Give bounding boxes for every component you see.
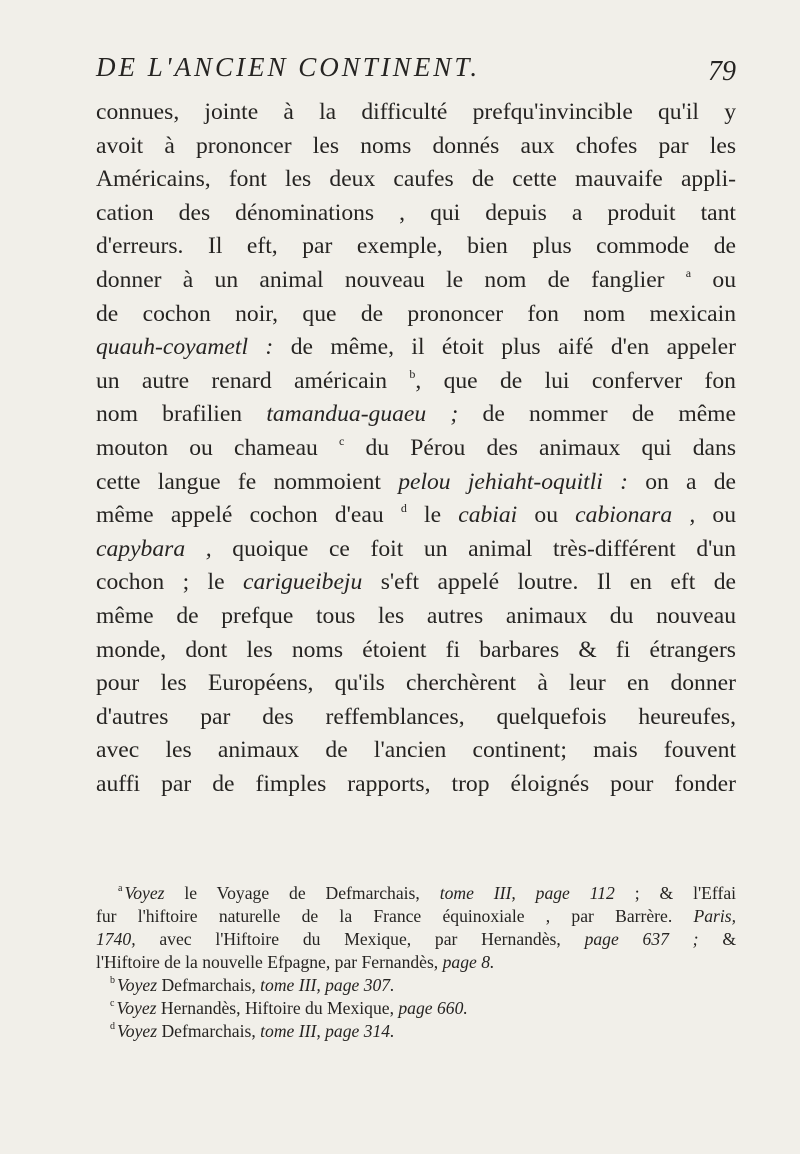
footnote-reference: b (409, 366, 416, 381)
footnote (96, 974, 736, 997)
text-run: avec les animaux de l'ancien continent; mais fouvent (96, 737, 736, 764)
running-head: DE L'ANCIEN CONTINENT. (96, 52, 481, 82)
text-run: Américains, font les deux caufes de cette mauvaife appli- (96, 166, 736, 193)
text-run: le Voyage de Defmarchais, (164, 883, 440, 903)
text-run: du Pérou des animaux qui dans (344, 434, 736, 461)
text-run: avec l'Hiftoire du Mexique, par Hernandès, (135, 929, 585, 949)
italic-text: page 660. (398, 998, 468, 1018)
text-run: mouton ou chameau (96, 434, 339, 461)
text-run: de cochon noir, que de prononcer fon nom mexicain (96, 300, 736, 327)
text-run: même de prefque tous les autres animaux du nouveau (96, 602, 736, 629)
footnote-mark: c (110, 998, 115, 1009)
text-run: avoit à prononcer les noms donnés aux chofes par les (96, 132, 736, 159)
text-run: de nommer de même (458, 401, 736, 428)
text-line (96, 634, 736, 668)
text-run: Defmarchais, (157, 1021, 261, 1041)
text-line (96, 600, 736, 634)
footnote-reference: d (400, 501, 407, 516)
italic-text: 1740, (96, 929, 136, 949)
text-line (96, 264, 736, 298)
text-run: monde, dont les noms étoient fi barbares & fi étrangers (96, 636, 736, 663)
text-run: donner à un animal nouveau le nom de fanglier (96, 266, 686, 293)
italic-text: cabionara , (575, 502, 696, 529)
italic-text: page 8. (442, 952, 495, 972)
text-run: l'Hiftoire de la nouvelle Efpagne, par Fernandès, (96, 952, 443, 972)
text-line (96, 533, 736, 567)
text-line (96, 667, 736, 701)
text-run: ou (517, 502, 576, 529)
italic-text: capybara , (96, 535, 212, 562)
text-run: ou (695, 502, 736, 529)
italic-text: quauh-coyametl : (96, 334, 274, 361)
italic-text: Voyez (116, 998, 157, 1018)
text-run: cation des dénominations , qui depuis a produit tant (96, 199, 736, 226)
text-line (96, 298, 736, 332)
text-line (96, 499, 736, 533)
text-run: ou (691, 266, 736, 293)
italic-text: tome III, page 112 (439, 883, 615, 903)
footnote-mark: d (110, 1021, 115, 1032)
text-run: cochon ; le (96, 569, 244, 596)
text-line (96, 130, 736, 164)
footnote (96, 951, 736, 974)
text-line (96, 331, 736, 365)
text-run: un autre renard américain (96, 367, 410, 394)
text-run: d'erreurs. Il eft, par exemple, bien plus commode de (96, 233, 736, 260)
italic-text: pelou jehiaht-oquitli : (398, 468, 628, 495)
text-line (96, 734, 736, 768)
text-run: de même, il étoit plus aifé d'en appeler (273, 334, 736, 361)
footnote-mark: b (110, 975, 115, 986)
text-run: pour les Européens, qu'ils cherchèrent à leur en donner (96, 670, 736, 697)
italic-text: tome III, page 307. (260, 975, 395, 995)
footnote-mark: a (118, 883, 123, 894)
text-run: d'autres par des reffemblances, quelquefois heureufes, (96, 703, 736, 730)
page-header (96, 52, 736, 92)
text-line (96, 566, 736, 600)
italic-text: tamandua-guaeu ; (266, 401, 459, 428)
italic-text: tome III, page 314. (260, 1021, 395, 1041)
text-run: connues, jointe à la difficulté prefqu'invincible qu'il y (96, 99, 736, 125)
text-run: quoique ce foit un animal très-différent d'un (211, 535, 736, 562)
text-run: , que de lui conferver fon (415, 367, 736, 394)
text-line (96, 163, 736, 197)
footnote (96, 882, 736, 905)
text-line (96, 230, 736, 264)
text-line (96, 466, 736, 500)
text-line (96, 768, 736, 802)
italic-text: cabiai (458, 502, 518, 529)
text-run: nom brafilien (96, 401, 267, 428)
text-run: Defmarchais, (157, 975, 261, 995)
text-run: auffi par de fimples rapports, trop éloignés pour fonder (96, 770, 736, 797)
text-run: on a de (627, 468, 736, 495)
italic-text: page 637 ; (584, 929, 699, 949)
text-run: fur l'hiftoire naturelle de la France équinoxiale , par Barrère. (96, 906, 694, 926)
footnote-reference: a (685, 265, 692, 280)
italic-text: Voyez (124, 883, 165, 903)
footnote (96, 905, 736, 928)
footnote-reference: c (339, 433, 345, 448)
italic-text: Voyez (117, 975, 158, 995)
page-number: 79 (708, 56, 736, 87)
text-line (96, 701, 736, 735)
text-line (96, 96, 736, 130)
text-run: même appelé cochon d'eau (96, 502, 401, 529)
body-text (96, 96, 736, 801)
text-line (96, 197, 736, 231)
text-run: s'eft appelé loutre. Il en eft de (362, 569, 736, 596)
text-line (96, 365, 736, 399)
footnote (96, 928, 736, 951)
text-run: cette langue fe nommoient (96, 468, 399, 495)
text-run: ; & l'Effai (614, 883, 736, 903)
text-run: Hernandès, Hiftoire du Mexique, (156, 998, 399, 1018)
italic-text: Voyez (117, 1021, 158, 1041)
text-run: & (698, 929, 736, 949)
text-line (96, 398, 736, 432)
footnote (96, 1020, 736, 1043)
footnotes (96, 882, 736, 1043)
italic-text: Paris, (693, 906, 736, 926)
italic-text: carigueibeju (243, 569, 363, 596)
text-run: le (406, 502, 459, 529)
text-line (96, 432, 736, 466)
footnote (96, 997, 736, 1020)
